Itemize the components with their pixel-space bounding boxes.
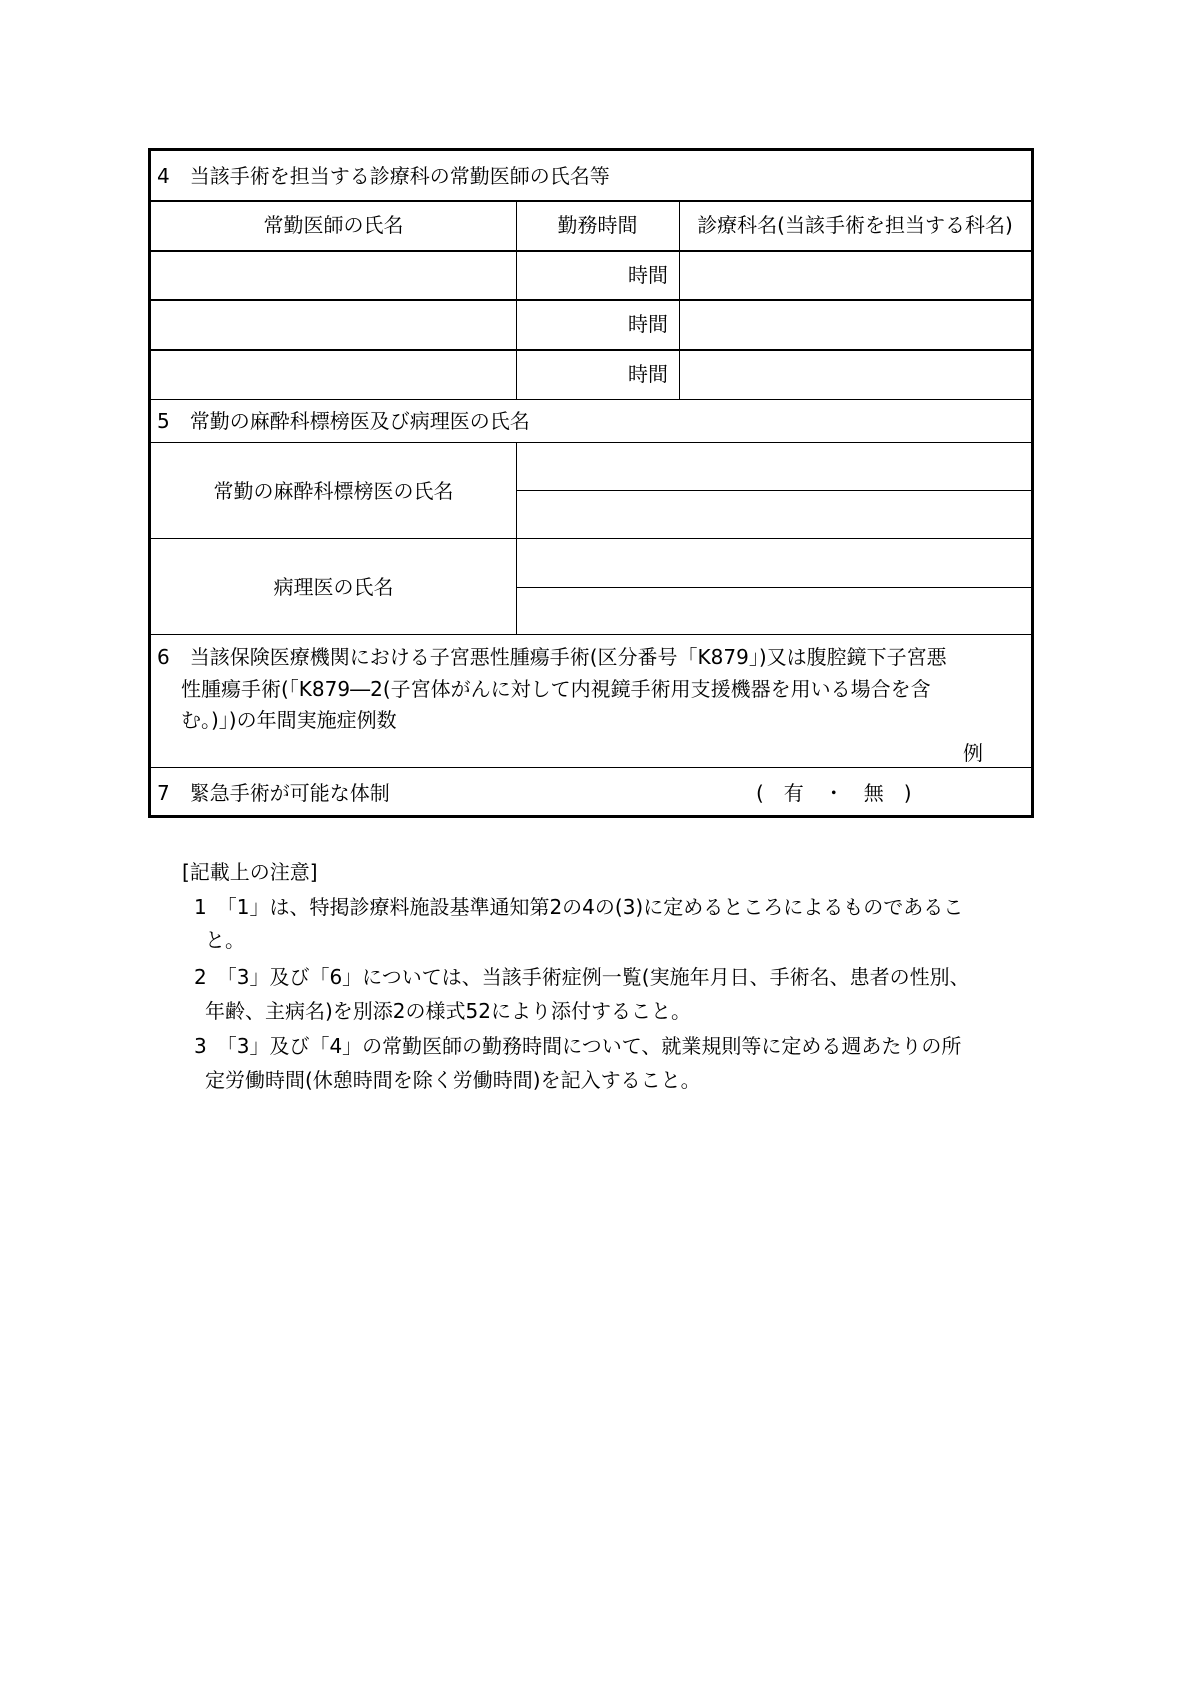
case-count-unit: 例 [963, 741, 983, 765]
divider [516, 587, 1031, 588]
emergency-choice: ( 有 ・ 無 ) [756, 781, 912, 805]
note-1: 1 「1」は、特掲診療料施設基準通知第2の4の(3)に定めるところによるものであるこ [194, 895, 964, 919]
pathologist-label: 病理医の氏名 [273, 575, 394, 599]
section7-title: 7 緊急手術が可能な体制 [157, 781, 390, 805]
divider [151, 442, 1031, 443]
note-1-cont: と。 [205, 928, 245, 952]
divider [151, 634, 1031, 635]
note-3: 3 「3」及び「4」の常勤医師の勤務時間について、就業規則等に定める週あたりの所 [194, 1034, 962, 1058]
divider [151, 200, 1031, 202]
divider [151, 299, 1031, 301]
note-3-cont: 定労働時間(休憩時間を除く労働時間)を記入すること。 [205, 1068, 701, 1092]
note-2-cont: 年齢、主病名)を別添2の様式52により添付すること。 [205, 999, 691, 1023]
facility-form-table [148, 148, 1034, 818]
header-doctor-name: 常勤医師の氏名 [263, 213, 404, 237]
section5-title: 5 常勤の麻酔科標榜医及び病理医の氏名 [157, 409, 530, 433]
divider [151, 399, 1031, 400]
section6-line3: む。)」)の年間実施症例数 [181, 708, 397, 732]
header-work-hours: 勤務時間 [557, 213, 638, 237]
section6-line1: 6 当該保険医療機関における子宮悪性腫瘍手術(区分番号「K879」)又は腹腔鏡下子宮悪 [157, 645, 947, 669]
hours-unit: 時間 [628, 263, 668, 287]
hours-unit: 時間 [628, 312, 668, 336]
section6-line2: 性腫瘍手術(「K879―2(子宮体がんに対して内視鏡手術用支援機器を用いる場合を含 [181, 677, 931, 701]
divider [151, 767, 1031, 768]
divider [516, 442, 517, 634]
anesthesiologist-label: 常勤の麻酔科標榜医の氏名 [213, 479, 454, 503]
notes-heading: [記載上の注意] [182, 860, 318, 884]
hours-unit: 時間 [628, 362, 668, 386]
note-2: 2 「3」及び「6」については、当該手術症例一覧(実施年月日、手術名、患者の性別、 [194, 965, 970, 989]
divider [516, 490, 1031, 491]
divider [151, 538, 1031, 539]
section4-title: 4 当該手術を担当する診療科の常勤医師の氏名等 [157, 164, 610, 188]
divider [151, 250, 1031, 252]
header-department: 診療科名(当該手術を担当する科名) [697, 213, 1013, 237]
divider [151, 349, 1031, 351]
